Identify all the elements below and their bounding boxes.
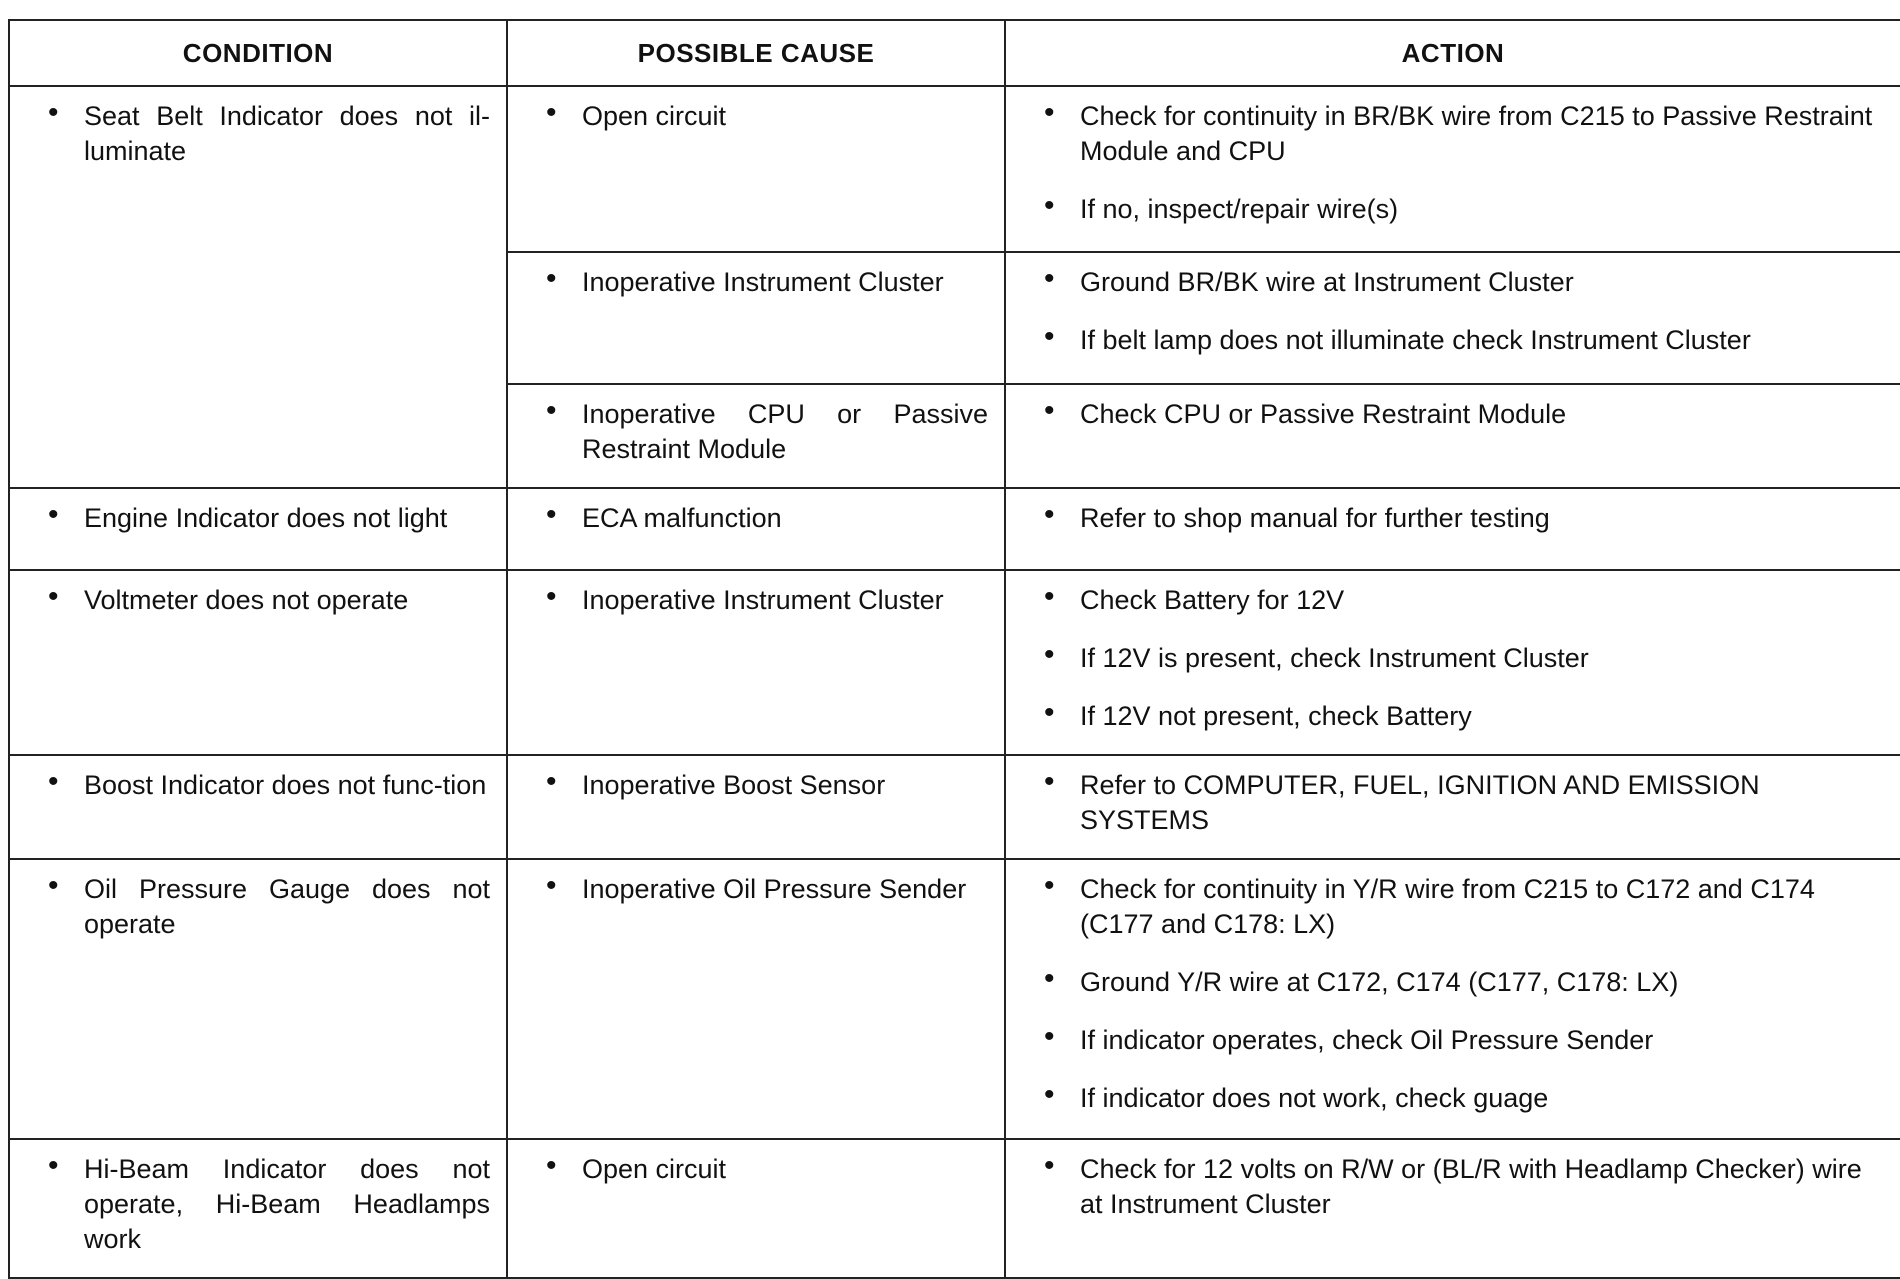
action-item: • Check Battery for 12V (1022, 583, 1884, 618)
action-cell (1005, 488, 1900, 570)
cause-cell (507, 86, 1005, 252)
action-item: • If indicator does not work, check guage (1022, 1081, 1884, 1116)
condition-cell (9, 570, 507, 755)
cause-cell (507, 570, 1005, 755)
cause-text: • Inoperative Oil Pressure Sender (524, 872, 988, 907)
action-item: • Check for continuity in BR/BK wire from C215 to Passive Restraint Module and CPU (1022, 99, 1884, 169)
action-cell (1005, 86, 1900, 252)
cause-cell (507, 252, 1005, 384)
table-row (9, 488, 1900, 570)
condition-text: • Hi-Beam Indicator does not operate, Hi-Beam Headlamps work (26, 1152, 490, 1257)
cause-text: • Inoperative Instrument Cluster (524, 583, 988, 618)
cause-text: • Open circuit (524, 1152, 988, 1187)
condition-cell (9, 755, 507, 859)
condition-text: • Voltmeter does not operate (26, 583, 490, 618)
table-row (9, 755, 1900, 859)
action-cell (1005, 859, 1900, 1139)
cause-cell (507, 384, 1005, 488)
action-cell (1005, 252, 1900, 384)
cause-text: • Inoperative Boost Sensor (524, 768, 988, 803)
condition-cell (9, 488, 507, 570)
action-item: • Refer to shop manual for further testing (1022, 501, 1884, 536)
condition-text: • Engine Indicator does not light (26, 501, 490, 536)
condition-text: • Boost Indicator does not func-tion (26, 768, 490, 803)
action-item: • If indicator operates, check Oil Pressure Sender (1022, 1023, 1884, 1058)
cause-cell (507, 755, 1005, 859)
action-item: • Ground BR/BK wire at Instrument Cluster (1022, 265, 1884, 300)
action-cell (1005, 1139, 1900, 1278)
condition-cell (9, 86, 507, 488)
action-item: • Refer to COMPUTER, FUEL, IGNITION AND EMISSION SYSTEMS (1022, 768, 1884, 838)
table-row (9, 86, 1900, 252)
table-row (9, 859, 1900, 1139)
cause-cell (507, 1139, 1005, 1278)
cause-text: • Open circuit (524, 99, 988, 134)
action-item: • Check for continuity in Y/R wire from C215 to C172 and C174 (C177 and C178: LX) (1022, 872, 1884, 942)
cause-text: • Inoperative Instrument Cluster (524, 265, 988, 300)
cause-cell (507, 488, 1005, 570)
action-item: • Check for 12 volts on R/W or (BL/R with Headlamp Checker) wire at Instrument Cluster (1022, 1152, 1884, 1222)
header-possible-cause: POSSIBLE CAUSE (507, 20, 1005, 86)
action-cell (1005, 570, 1900, 755)
header-row (9, 20, 1900, 86)
condition-text: • Oil Pressure Gauge does not operate (26, 872, 490, 942)
cause-text: • Inoperative CPU or Passive Restraint Module (524, 397, 988, 467)
action-item: • If 12V is present, check Instrument Cluster (1022, 641, 1884, 676)
action-item: • If no, inspect/repair wire(s) (1022, 192, 1884, 227)
action-item: • Check CPU or Passive Restraint Module (1022, 397, 1884, 432)
cause-cell (507, 859, 1005, 1139)
condition-cell (9, 859, 507, 1139)
diagnosis-table (8, 19, 1900, 1279)
condition-text: • Seat Belt Indicator does not il-luminate (26, 99, 490, 169)
action-item: • If belt lamp does not illuminate check Instrument Cluster (1022, 323, 1884, 358)
action-item: • If 12V not present, check Battery (1022, 699, 1884, 734)
action-cell (1005, 755, 1900, 859)
cause-text: • ECA malfunction (524, 501, 988, 536)
table-row (9, 1139, 1900, 1278)
table-row (9, 570, 1900, 755)
header-action: ACTION (1005, 20, 1900, 86)
header-condition: CONDITION (9, 20, 507, 86)
action-item: • Ground Y/R wire at C172, C174 (C177, C178: LX) (1022, 965, 1884, 1000)
condition-cell (9, 1139, 507, 1278)
action-cell (1005, 384, 1900, 488)
